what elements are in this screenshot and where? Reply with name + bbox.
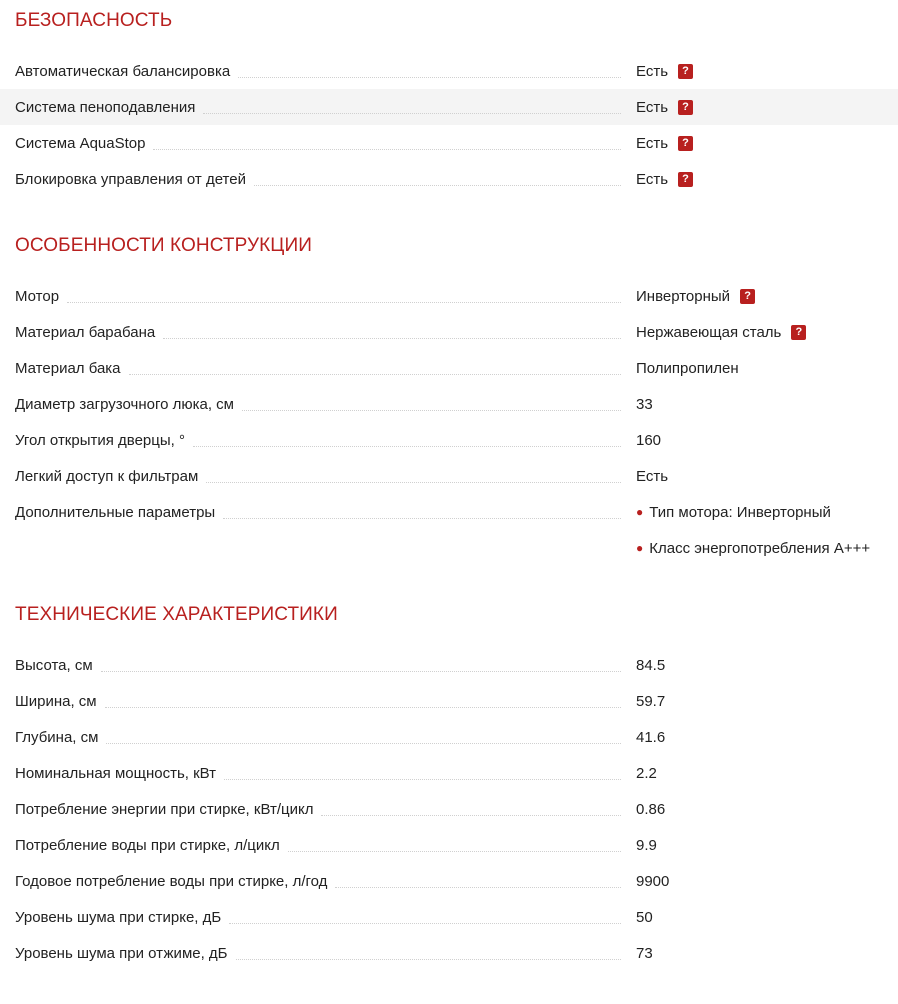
spec-label: Система пеноподавления xyxy=(15,98,196,116)
spec-label: Мотор xyxy=(15,287,60,305)
dotted-leader xyxy=(224,779,621,780)
spec-label: Высота, см xyxy=(15,656,93,674)
spec-label: Годовое потребление воды при стирке, л/год xyxy=(15,872,328,890)
dotted-leader xyxy=(321,815,621,816)
dotted-leader xyxy=(254,185,621,186)
help-icon[interactable]: ? xyxy=(678,172,693,187)
spec-label: Материал бака xyxy=(15,359,121,377)
spec-row-width xyxy=(0,683,898,719)
spec-row-auto-balance xyxy=(0,53,898,89)
spec-value: Нержавеющая сталь xyxy=(636,323,782,341)
spec-row-depth xyxy=(0,719,898,755)
spec-value: 0.86 xyxy=(636,800,666,818)
spec-label: Система AquaStop xyxy=(15,134,146,152)
bullet-icon: ● xyxy=(636,505,644,519)
spec-value: 41.6 xyxy=(636,728,666,746)
help-icon[interactable]: ? xyxy=(678,64,693,79)
dotted-leader xyxy=(105,707,621,708)
spec-value: 2.2 xyxy=(636,764,657,782)
spec-row-hatch-diameter xyxy=(0,386,898,422)
help-icon[interactable]: ? xyxy=(678,136,693,151)
spec-label: Потребление воды при стирке, л/цикл xyxy=(15,836,280,854)
spec-row-aquastop xyxy=(0,125,898,161)
spec-row-noise-spin xyxy=(0,935,898,971)
spec-label: Автоматическая балансировка xyxy=(15,62,231,80)
spec-label: Блокировка управления от детей xyxy=(15,170,246,188)
spec-row-height xyxy=(0,647,898,683)
dotted-leader xyxy=(101,671,621,672)
spec-row-drum-material xyxy=(0,314,898,350)
spec-value: 50 xyxy=(636,908,653,926)
spec-row-foam-control xyxy=(0,89,898,125)
spec-value: 59.7 xyxy=(636,692,666,710)
dotted-leader xyxy=(238,77,621,78)
help-icon[interactable]: ? xyxy=(791,325,806,340)
spec-label: Легкий доступ к фильтрам xyxy=(15,467,199,485)
dotted-leader xyxy=(163,338,621,339)
spec-value: 9900 xyxy=(636,872,670,890)
dotted-leader xyxy=(288,851,621,852)
spec-value: Инверторный xyxy=(636,287,731,305)
help-icon[interactable]: ? xyxy=(678,100,693,115)
spec-label: Номинальная мощность, кВт xyxy=(15,764,217,782)
spec-row-motor xyxy=(0,278,898,314)
spec-value: 9.9 xyxy=(636,836,657,854)
dotted-leader xyxy=(193,446,621,447)
spec-value: 73 xyxy=(636,944,653,962)
dotted-leader xyxy=(242,410,621,411)
dotted-leader xyxy=(129,374,621,375)
spec-row-extra-params xyxy=(0,494,898,530)
spec-row-energy-per-cycle xyxy=(0,791,898,827)
spec-label: Материал барабана xyxy=(15,323,156,341)
spec-value: Есть xyxy=(636,98,669,116)
dotted-leader xyxy=(153,149,621,150)
spec-label: Уровень шума при стирке, дБ xyxy=(15,908,222,926)
dotted-leader xyxy=(206,482,621,483)
spec-value: Полипропилен xyxy=(636,359,739,377)
spec-value: 160 xyxy=(636,431,662,449)
spec-row-water-per-cycle xyxy=(0,827,898,863)
spec-label: Потребление энергии при стирке, кВт/цикл xyxy=(15,800,314,818)
bullet-value: Тип мотора: Инверторный xyxy=(649,503,831,521)
spec-row-power xyxy=(0,755,898,791)
dotted-leader xyxy=(106,743,621,744)
dotted-leader xyxy=(67,302,621,303)
spec-row-filter-access xyxy=(0,458,898,494)
dotted-leader xyxy=(236,959,621,960)
bullet-icon: ● xyxy=(636,541,644,555)
dotted-leader xyxy=(335,887,621,888)
spec-row-child-lock xyxy=(0,161,898,197)
spec-value: 84.5 xyxy=(636,656,666,674)
spec-label: Дополнительные параметры xyxy=(15,503,216,521)
spec-label: Глубина, см xyxy=(15,728,99,746)
section-title-safety: БЕЗОПАСНОСТЬ xyxy=(15,10,173,31)
dotted-leader xyxy=(229,923,621,924)
spec-value: Есть xyxy=(636,170,669,188)
spec-value: 33 xyxy=(636,395,653,413)
spec-row-water-per-year xyxy=(0,863,898,899)
spec-label: Уровень шума при отжиме, дБ xyxy=(15,944,228,962)
spec-value: Есть xyxy=(636,62,669,80)
spec-row-door-angle xyxy=(0,422,898,458)
spec-row-noise-wash xyxy=(0,899,898,935)
dotted-leader xyxy=(203,113,621,114)
spec-label: Ширина, см xyxy=(15,692,97,710)
spec-label: Угол открытия дверцы, ° xyxy=(15,431,185,449)
spec-row-tank-material xyxy=(0,350,898,386)
section-title-tech-specs: ТЕХНИЧЕСКИЕ ХАРАКТЕРИСТИКИ xyxy=(15,604,338,625)
help-icon[interactable]: ? xyxy=(740,289,755,304)
spec-value: Есть xyxy=(636,467,669,485)
spec-label: Диаметр загрузочного люка, см xyxy=(15,395,234,413)
spec-value: Есть xyxy=(636,134,669,152)
section-title-construction: ОСОБЕННОСТИ КОНСТРУКЦИИ xyxy=(15,235,312,256)
dotted-leader xyxy=(223,518,621,519)
bullet-value: Класс энергопотребления A+++ xyxy=(649,539,871,557)
spec-row-extra-params-2 xyxy=(0,530,898,566)
